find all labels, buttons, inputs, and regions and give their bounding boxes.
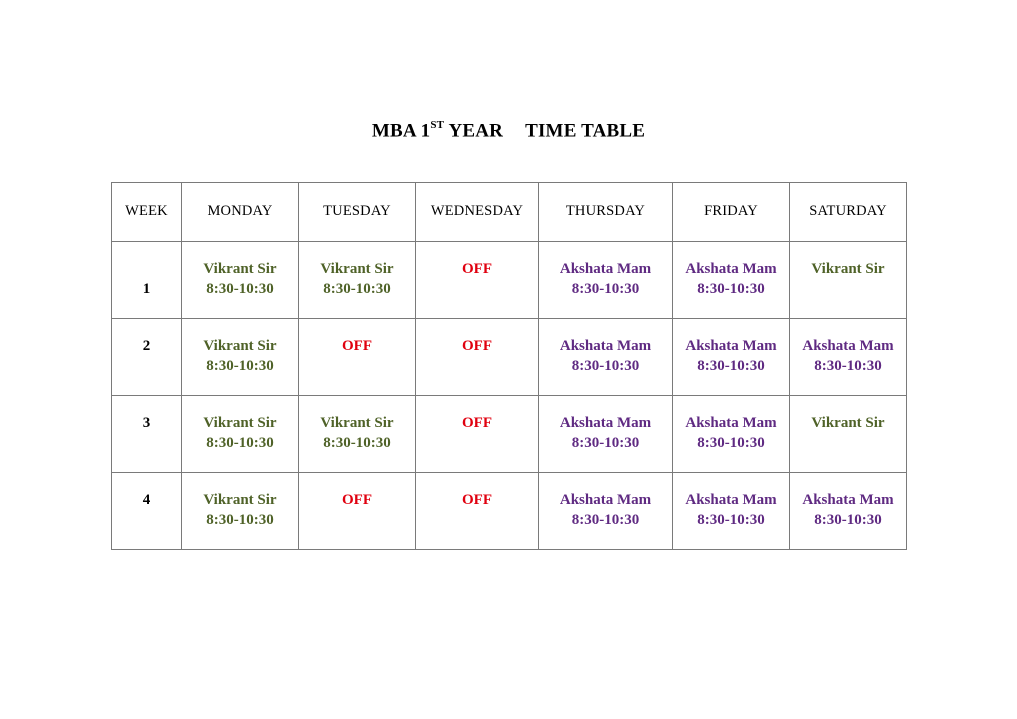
teacher-name: Vikrant Sir bbox=[203, 338, 277, 354]
week-number: 3 bbox=[112, 396, 182, 473]
class-time: 8:30-10:30 bbox=[571, 434, 640, 451]
class-time: 8:30-10:30 bbox=[814, 357, 882, 374]
header-wednesday: WEDNESDAY bbox=[416, 183, 539, 242]
cell-thursday bbox=[539, 396, 673, 473]
teacher-name: Akshata Mam bbox=[559, 338, 652, 354]
cell-thursday bbox=[539, 473, 673, 550]
class-time: 8:30-10:30 bbox=[697, 511, 765, 528]
cell-saturday bbox=[790, 242, 907, 319]
cell-tuesday bbox=[299, 242, 416, 319]
cell-thursday bbox=[539, 242, 673, 319]
teacher-name: Akshata Mam bbox=[685, 261, 777, 277]
cell-monday bbox=[182, 242, 299, 319]
header-tuesday: TUESDAY bbox=[299, 183, 416, 242]
teacher-name: Akshata Mam bbox=[802, 492, 894, 508]
teacher-name: Akshata Mam bbox=[685, 492, 777, 508]
week-number: 4 bbox=[112, 473, 182, 550]
class-time: 8:30-10:30 bbox=[206, 280, 274, 297]
teacher-name: Vikrant Sir bbox=[320, 415, 394, 431]
title-superscript: ST bbox=[430, 119, 445, 131]
class-time: 8:30-10:30 bbox=[571, 357, 640, 374]
class-time: 8:30-10:30 bbox=[697, 280, 765, 297]
cell-monday bbox=[182, 396, 299, 473]
title-main: MBA 1 bbox=[371, 120, 431, 142]
header-week: WEEK bbox=[112, 183, 182, 242]
off-label: OFF bbox=[342, 338, 372, 354]
cell-tuesday bbox=[299, 473, 416, 550]
cell-tuesday bbox=[299, 319, 416, 396]
teacher-name: Akshata Mam bbox=[685, 338, 777, 354]
cell-wednesday bbox=[416, 242, 539, 319]
off-label: OFF bbox=[462, 261, 492, 277]
class-time: 8:30-10:30 bbox=[697, 357, 765, 374]
class-time: 8:30-10:30 bbox=[571, 280, 640, 297]
cell-saturday bbox=[790, 473, 907, 550]
header-friday: FRIDAY bbox=[673, 183, 790, 242]
cell-saturday bbox=[790, 396, 907, 473]
cell-saturday bbox=[790, 319, 907, 396]
week-number: 2 bbox=[112, 319, 182, 396]
header-saturday: SATURDAY bbox=[790, 183, 907, 242]
table-row bbox=[112, 473, 907, 550]
cell-friday bbox=[673, 242, 790, 319]
class-time: 8:30-10:30 bbox=[206, 357, 274, 374]
teacher-name: Vikrant Sir bbox=[203, 261, 277, 277]
teacher-name: Akshata Mam bbox=[685, 415, 777, 431]
class-time: 8:30-10:30 bbox=[323, 280, 391, 297]
title-suffix: TIME TABLE bbox=[525, 120, 646, 142]
off-label: OFF bbox=[462, 492, 492, 508]
week-number: 1 bbox=[112, 242, 182, 319]
off-label: OFF bbox=[462, 415, 492, 431]
teacher-name: Vikrant Sir bbox=[811, 261, 885, 277]
cell-monday bbox=[182, 473, 299, 550]
teacher-name: Akshata Mam bbox=[559, 415, 652, 431]
teacher-name: Akshata Mam bbox=[802, 338, 894, 354]
table-row bbox=[112, 242, 907, 319]
header-thursday: THURSDAY bbox=[539, 183, 673, 242]
teacher-name: Vikrant Sir bbox=[203, 492, 277, 508]
teacher-name: Vikrant Sir bbox=[811, 415, 885, 431]
table-row bbox=[112, 319, 907, 396]
cell-friday bbox=[673, 319, 790, 396]
cell-monday bbox=[182, 319, 299, 396]
class-time: 8:30-10:30 bbox=[814, 511, 882, 528]
teacher-name: Akshata Mam bbox=[559, 492, 652, 508]
teacher-name: Akshata Mam bbox=[559, 261, 652, 277]
header-row bbox=[112, 183, 907, 242]
cell-wednesday bbox=[416, 396, 539, 473]
cell-friday bbox=[673, 473, 790, 550]
off-label: OFF bbox=[342, 492, 372, 508]
table-row bbox=[112, 396, 907, 473]
cell-wednesday bbox=[416, 473, 539, 550]
cell-wednesday bbox=[416, 319, 539, 396]
title-year: YEAR bbox=[448, 120, 504, 142]
class-time: 8:30-10:30 bbox=[206, 511, 274, 528]
header-monday: MONDAY bbox=[182, 183, 299, 242]
off-label: OFF bbox=[462, 338, 492, 354]
cell-friday bbox=[673, 396, 790, 473]
class-time: 8:30-10:30 bbox=[697, 434, 765, 451]
cell-tuesday bbox=[299, 396, 416, 473]
class-time: 8:30-10:30 bbox=[323, 434, 391, 451]
class-time: 8:30-10:30 bbox=[571, 511, 640, 528]
teacher-name: Vikrant Sir bbox=[320, 261, 394, 277]
class-time: 8:30-10:30 bbox=[206, 434, 274, 451]
cell-thursday bbox=[539, 319, 673, 396]
page-title bbox=[0, 120, 1017, 142]
timetable bbox=[111, 182, 907, 550]
teacher-name: Vikrant Sir bbox=[203, 415, 277, 431]
